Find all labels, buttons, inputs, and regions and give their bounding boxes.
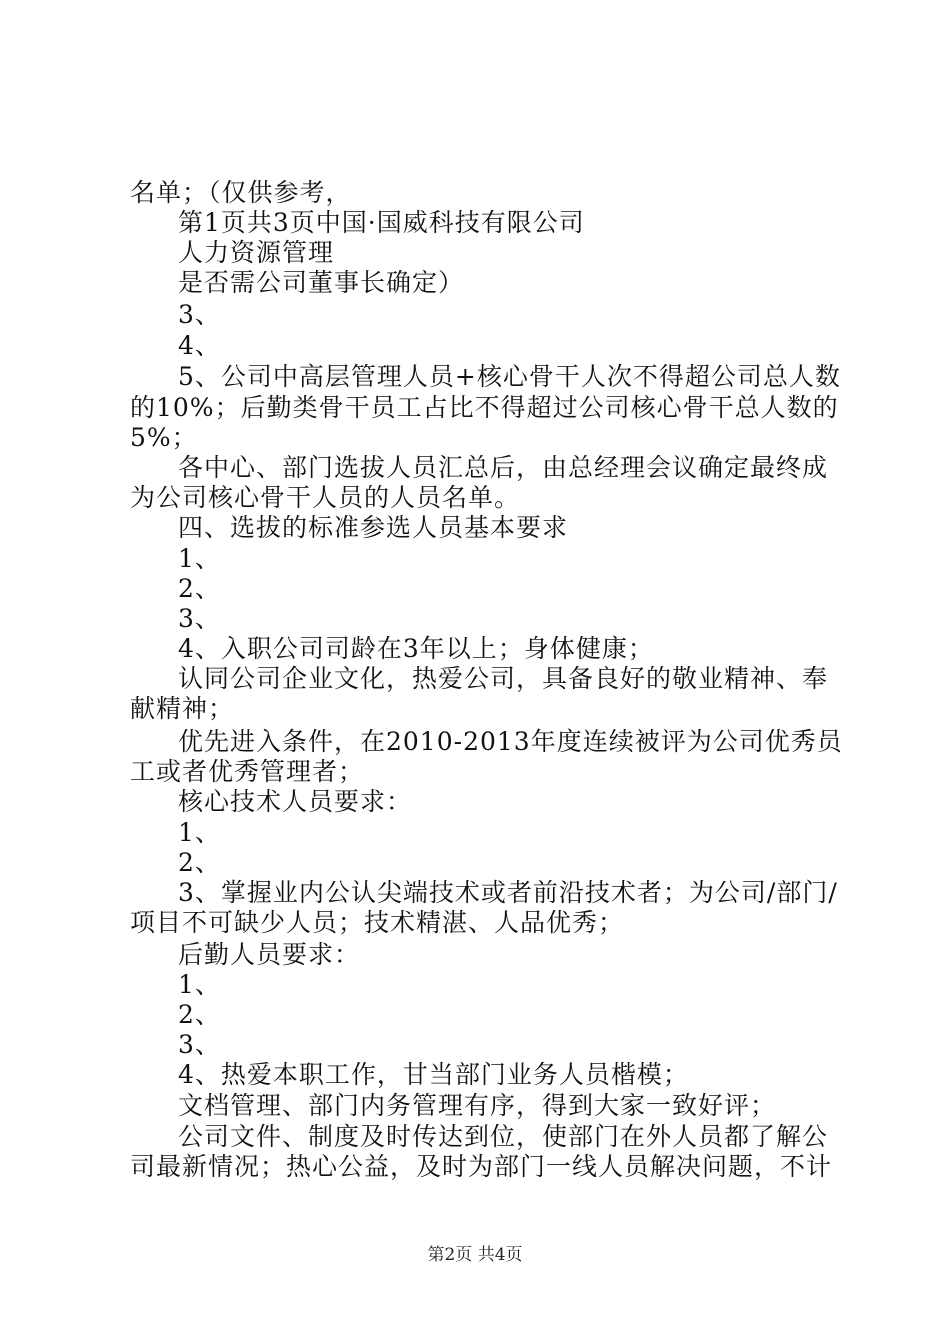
text-line: 优先进入条件，在2010-2013年度连续被评为公司优秀员 [178,727,843,756]
text-line: 公司文件、制度及时传达到位，使部门在外人员都了解公 [178,1122,829,1151]
text-line: 3、 [178,604,221,633]
text-line: 3、 [178,300,221,329]
text-line: 人力资源管理 [178,238,335,267]
text-line: 的10%；后勤类骨干员工占比不得超过公司核心骨干总人数的 [130,393,839,422]
text-line: 4、入职公司司龄在3年以上；身体健康； [178,634,654,663]
text-line: 名单；（仅供参考， [130,178,352,207]
text-line: 5%； [130,423,198,452]
text-line: 为公司核心骨干人员的人员名单。 [130,483,521,512]
text-line: 2、 [178,1000,221,1029]
text-line: 1、 [178,544,221,573]
text-line: 2、 [178,848,221,877]
text-line: 5、公司中高层管理人员+核心骨干人次不得超公司总人数 [178,362,841,391]
text-line: 献精神； [130,694,235,723]
text-line: 2、 [178,574,221,603]
text-line: 项目不可缺少人员；技术精湛、人品优秀； [130,908,625,937]
text-line: 认同公司企业文化，热爱公司，具备良好的敬业精神、奉 [178,664,829,693]
text-line: 各中心、部门选拔人员汇总后，由总经理会议确定最终成 [178,453,829,482]
text-line: 第1页共3页中国·国威科技有限公司 [178,208,585,237]
text-line: 核心技术人员要求： [178,787,413,816]
text-line: 1、 [178,970,221,999]
text-line: 司最新情况；热心公益，及时为部门一线人员解决问题，不计 [130,1152,833,1181]
text-line: 文档管理、部门内务管理有序，得到大家一致好评； [178,1091,777,1120]
text-line: 3、 [178,1030,221,1059]
section-heading: 四、选拔的标准参选人员基本要求 [178,513,569,542]
text-line: 4、热爱本职工作，甘当部门业务人员楷模； [178,1060,689,1089]
text-line: 后勤人员要求： [178,940,361,969]
text-line: 工或者优秀管理者； [130,757,365,786]
text-line: 1、 [178,818,221,847]
page-number-footer: 第2页 共4页 [427,1245,523,1265]
text-line: 4、 [178,331,221,360]
text-line: 3、掌握业内公认尖端技术或者前沿技术者；为公司/部门/ [178,878,838,907]
text-line: 是否需公司董事长确定） [178,268,465,297]
